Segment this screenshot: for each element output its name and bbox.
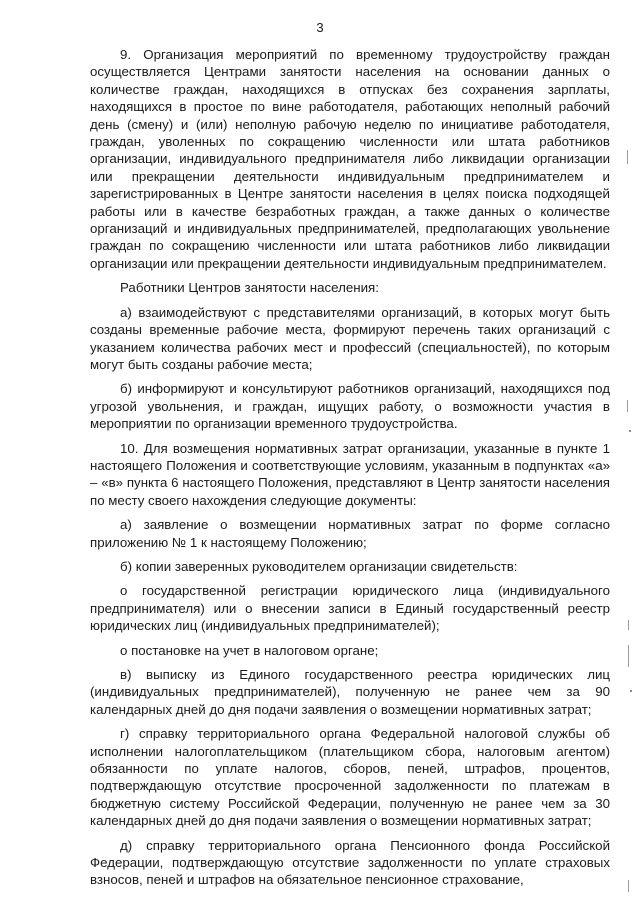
paragraph-employment-center-workers: Работники Центров занятости населения:: [120, 280, 379, 296]
paragraph-10: 10. Для возмещения нормативных затрат организации, указанные в пункте 1 настоящего Положения и соответствующие условиям, указанным в подпунктах «а» – «в» пункта 6 настоящего Положения, представляют в Центр занятости населения по месту своего нахождения следующие документы:: [90, 440, 610, 508]
scan-artifact: [629, 430, 631, 432]
paragraph-10-b: б) копии заверенных руководителем организации свидетельств:: [120, 558, 518, 574]
paragraph-9-a: а) взаимодействуют с представителями организаций, в которых могут быть созданы временные рабочие места, формируют перечень таких организаций с указанием количества рабочих мест и профессий (специальностей), по которым могут быть созданы рабочие места;: [90, 304, 610, 372]
scan-artifact: [630, 690, 632, 692]
paragraph-9-b: б) информируют и консультируют работников организаций, находящихся под угрозой увольнения, и граждан, ищущих работу, о возможности участия в мероприятии по организации временного трудоустройства.: [90, 381, 610, 432]
paragraph-9: 9. Организация мероприятий по временному трудоустройству граждан осуществляется Центрами занятости населения на основании данных о количестве граждан, находящихся в отпусках без сохранения зарплаты, находящихся в простое по вине работодателя, работающих неполный рабочий день (смену) и (или) неполную рабочую неделю по инициативе работодателя, граждан, уволенных по сокращению численности или штата работников организации, индивидуального предпринимателя либо ликвидации организации или прекращении деятельности индивидуальным предпринимателем и зарегистрированных в Центре занятости населения в целях поиска подходящей работы или в качестве безработных граждан, а также данных о количестве организаций и индивидуальных предпринимателей, предполагающих увольнение граждан по сокращению численности или штата работников либо ликвидации организации или прекращении деятельности индивидуальным предпринимателем.: [90, 47, 610, 271]
scan-artifact: [628, 880, 629, 892]
document-body: [90, 46, 610, 896]
paragraph-10-a: а) заявление о возмещении нормативных затрат по форме согласно приложению № 1 к настоящему Положению;: [90, 517, 610, 550]
paragraph-10-v: в) выписку из Единого государственного реестра юридических лиц (индивидуальных предпринимателей), полученную не ранее чем за 90 календарных дней до дня подачи заявления о возмещении нормативных затрат;: [90, 667, 610, 717]
page-number: 3: [316, 20, 324, 35]
paragraph-10-g: г) справку территориального органа Федеральной налоговой службы об исполнении налогоплательщиком (плательщиком сбора, налоговым агентом) обязанности по уплате налогов, сборов, пеней, штрафов, процентов, подтверждающую отсутствие просроченной задолженности по платежам в бюджетную систему Российской Федерации, полученную не ранее чем за 30 календарных дней до дня подачи заявления о возмещении нормативных затрат;: [90, 726, 610, 829]
paragraph-10-d: д) справку территориального органа Пенсионного фонда Российской Федерации, подтверждающую отсутствие задолженности по уплате страховых взносов, пеней и штрафов на обязательное пенсионное страхование,: [90, 837, 610, 888]
scan-artifact: [627, 150, 628, 164]
paragraph-10-b-registration: о государственной регистрации юридического лица (индивидуального предпринимателя) или о внесении записи в Единый государственный реестр юридических лиц (индивидуальных предпринимателей);: [90, 583, 610, 634]
scan-artifact: [628, 620, 629, 630]
scan-artifact: [628, 645, 629, 667]
paragraph-10-b-tax: о постановке на учет в налоговом органе;: [120, 642, 379, 658]
scan-artifact: [627, 400, 628, 412]
